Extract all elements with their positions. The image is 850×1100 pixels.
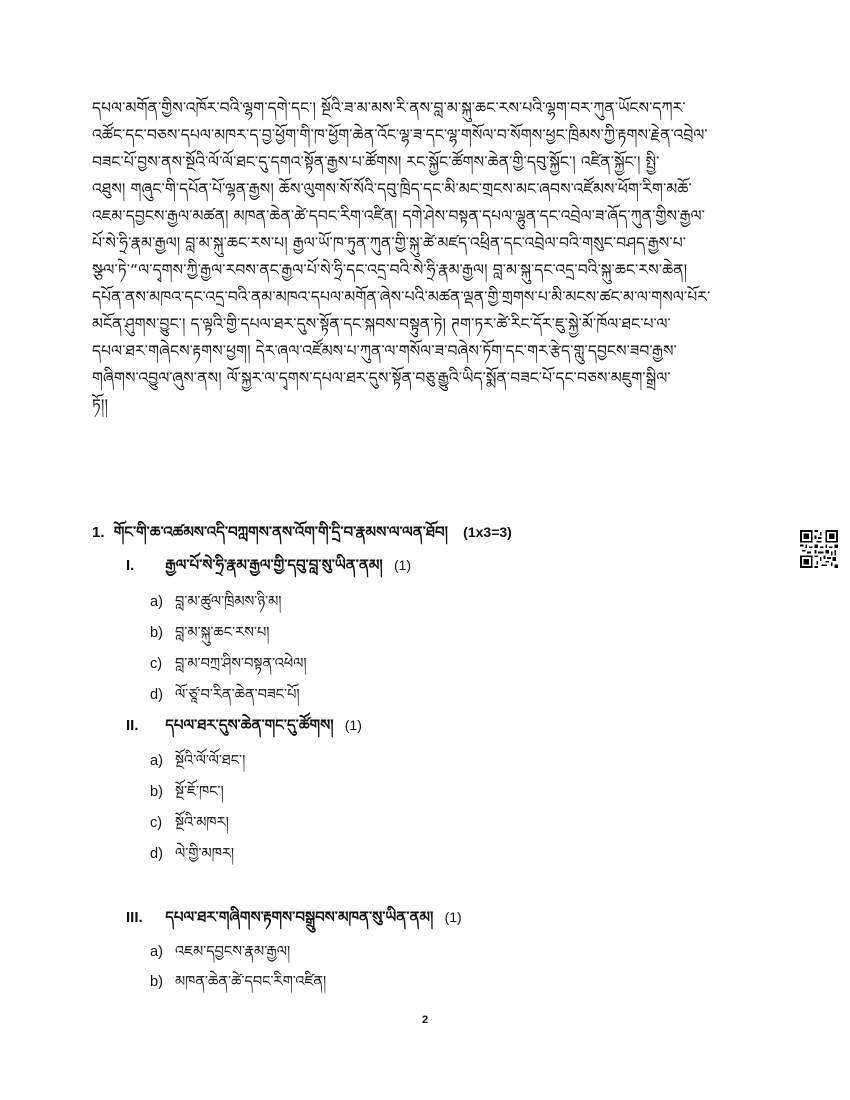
option-letter: c) xyxy=(150,815,163,831)
option-letter: d) xyxy=(150,846,163,862)
reading-passage xyxy=(92,95,758,419)
page-number: 2 xyxy=(421,1014,429,1026)
sub-question-numeral: III. xyxy=(126,909,143,926)
option-item xyxy=(150,837,234,878)
passage-line: པོ་སེ་ཧྲི་རྣམ་རྒྱལ། བླ་མ་སྐུ་ཆང་རས་པ། རྒྱལ་ཡོ་ཁ་ཏུན་ཀུན་གྱི་སྐུ་ཚེ་མཛད་འཕྲིན་དང་འབྲེལ་བའི་གསུང་བཤད་རྒྱས་པ་ xyxy=(92,234,687,252)
option-text: བླ་མ་བཀྲ་ཤིས་བསྟན་འཕེལ། xyxy=(175,656,307,672)
option-text: བླ་མ་ཚུལ་ཁྲིམས་ཉི་མ། xyxy=(175,594,282,610)
sub-question-text: རྒྱལ་པོ་སེ་ཧྲི་རྣམ་རྒྱལ་གྱི་དབུ་བླ་སུ་ཡིན་ནམ། xyxy=(165,556,383,574)
passage-line: འཇམ་དབྱངས་རྒྱལ་མཚན། མཁན་ཆེན་ཚེ་དབང་རིག་འཛིན། དགེ་ཤེས་བསྟན་དཔལ་ལྷུན་དང་འབྲེལ་ཟ་ཞོད་ཀུན་གྱིས་རྒྱལ་ xyxy=(92,207,706,225)
option-letter: b) xyxy=(150,784,163,800)
option-text: མཁན་ཆེན་ཚེ་དབང་རིག་འཛིན། xyxy=(175,974,327,990)
passage-line: སྩལ་ཏེ་“ལ་དྭགས་ཀྱི་རྒྱལ་རབས་ནང་རྒྱལ་པོ་སེ་ཧྲི་དང་འདྲ་བའི་སེ་ཧྲི་རྣམ་རྒྱལ། བླ་མ་སྐུ་དང་འདྲ་བའི་སྐུ་ཆང་རས་ཆེན། xyxy=(92,261,688,279)
sub-question-marks: (1) xyxy=(393,557,412,573)
option-letter: b) xyxy=(150,625,163,641)
option-text: ལོ་ཙཱ་བ་རིན་ཆེན་བཟང་པོ། xyxy=(175,687,300,703)
option-text: སྔོ་ཇོ་ཁང་། xyxy=(175,784,224,800)
option-text: སྔོའི་མཁར། xyxy=(175,815,229,831)
question-number: 1. xyxy=(92,524,105,541)
option-text: བླ་མ་སྐུ་ཆང་རས་པ། xyxy=(175,625,270,641)
option-letter: a) xyxy=(150,594,163,610)
option-letter: b) xyxy=(150,974,163,990)
passage-line: གཞིགས་འབྱུལ་ཞུས་ནས། ལོ་སྐྱར་ལ་དྭགས་དཔལ་ཐར་དུས་སྟོན་བཅུ་རྒྱུའི་ཡིད་སྨོན་བཟང་པོ་དང་བཅས་མཇུག་སྒྲིལ་ xyxy=(92,369,671,387)
sub-question-marks: (1) xyxy=(344,717,362,733)
option-item xyxy=(150,965,326,1006)
sub-question-marks: (1) xyxy=(444,909,462,925)
passage-line: དཔོན་ནས་མཁའ་དང་འདྲ་བའི་ནམ་མཁའ་དཔལ་མགོན་ཞེས་པའི་མཚན་ལྡན་གྱི་གྲགས་པ་མི་མངས་ཚང་མ་ལ་གསལ་པོར་ xyxy=(92,288,711,306)
option-letter: a) xyxy=(150,753,163,769)
passage-line: མངོན་ཤུགས་བྱུང་། ད་ལྟའི་གྱི་དཔལ་ཐར་དུས་སྟོན་དང་སྐབས་བསྟུན་ཏེ། ཊག་ཏར་ཚེ་རིང་དོར་ཇུ་སྐྱེ་མོ་ཁོལ་ཐང་པ་ལ་ xyxy=(92,315,671,333)
option-letter: d) xyxy=(150,687,163,703)
option-text: སྔོའི་ལོ་ལོ་ཐང་། xyxy=(175,753,246,769)
sub-question-numeral: I. xyxy=(126,557,135,574)
qr-code-icon xyxy=(800,530,838,568)
sub-question-numeral: II. xyxy=(126,717,139,734)
passage-line: འཐུས། གཞུང་གི་དཔོན་པོ་ལྷན་རྒྱས། ཆོས་ལུགས་སོ་སོའི་དབུ་ཁྲིད་དང་མི་མང་གྲངས་མང་ཞབས་འཛོམས་ཕོག་རིག་མཆོ་ xyxy=(92,180,692,198)
sub-question-text: དཔལ་ཐར་དུས་ཆེན་གང་དུ་ཚོགས། xyxy=(165,716,334,734)
passage-line: དཔལ་མགོན་གྱིས་འཁོར་བའི་ལྷག་དགེ་དང་། སྔོའི་ཟ་མ་མས་རི་ནས་བླ་མ་སྐུ་ཆང་རས་པའི་ལྷག་བར་ཀུན་ཡོངས་དཀར་ xyxy=(92,99,686,117)
question-text: གོང་གི་ཆ་འཚམས་འདི་བཀླགས་ནས་འོག་གི་དྲི་བ་རྣམས་ལ་ལན་ཐོབ། xyxy=(113,523,448,541)
passage-line: བཟང་པོ་བྱས་ནས་སྔོའི་ལོ་ལོ་ཐང་དུ་དགའ་སྟོན་རྒྱས་པ་ཚོགས། རང་སྐྱོང་ཚོགས་ཆེན་གྱི་དབུ་སྐྱོང་། འཛིན་སྐྱོང་། སྤྱི་ xyxy=(92,153,660,171)
option-letter: c) xyxy=(150,656,163,672)
option-text: ལེ་གྱི་མཁར། xyxy=(175,846,235,862)
passage-line: དཔལ་ཐར་གཞེངས་རྟགས་ཕྱག། དེར་ཞལ་འཛོམས་པ་ཀུན་ལ་གསོལ་ཟ་བཞེས་ཏོག་དང་གར་རྩེད་གླུ་དབྱངས་ཟབ་རྒྱས་ xyxy=(92,342,677,360)
passage-line: ཏོ།། xyxy=(92,396,108,414)
option-text: འཇམ་དབྱངས་རྣམ་རྒྱལ། xyxy=(175,944,291,960)
passage-line: འཚོང་དང་བཅས་དཔལ་མཁར་ད་བྱ་ཕྱོག་གི་ཁ་ཕྱོག་ཆེན་འོང་ལྷ་ཟ་དང་ལྷ་གསོལ་བ་སོགས་ཕྱང་ཁྲིམས་ཀྱི་རྟགས་རྗེན་འབྲེལ་ xyxy=(92,126,708,144)
question-marks: (1x3=3) xyxy=(463,524,512,540)
sub-question-text: དཔལ་ཐར་གཞིགས་རྟགས་བསྒྲུབས་མཁན་སུ་ཡིན་ནམ། xyxy=(165,908,434,926)
option-letter: a) xyxy=(150,944,163,960)
